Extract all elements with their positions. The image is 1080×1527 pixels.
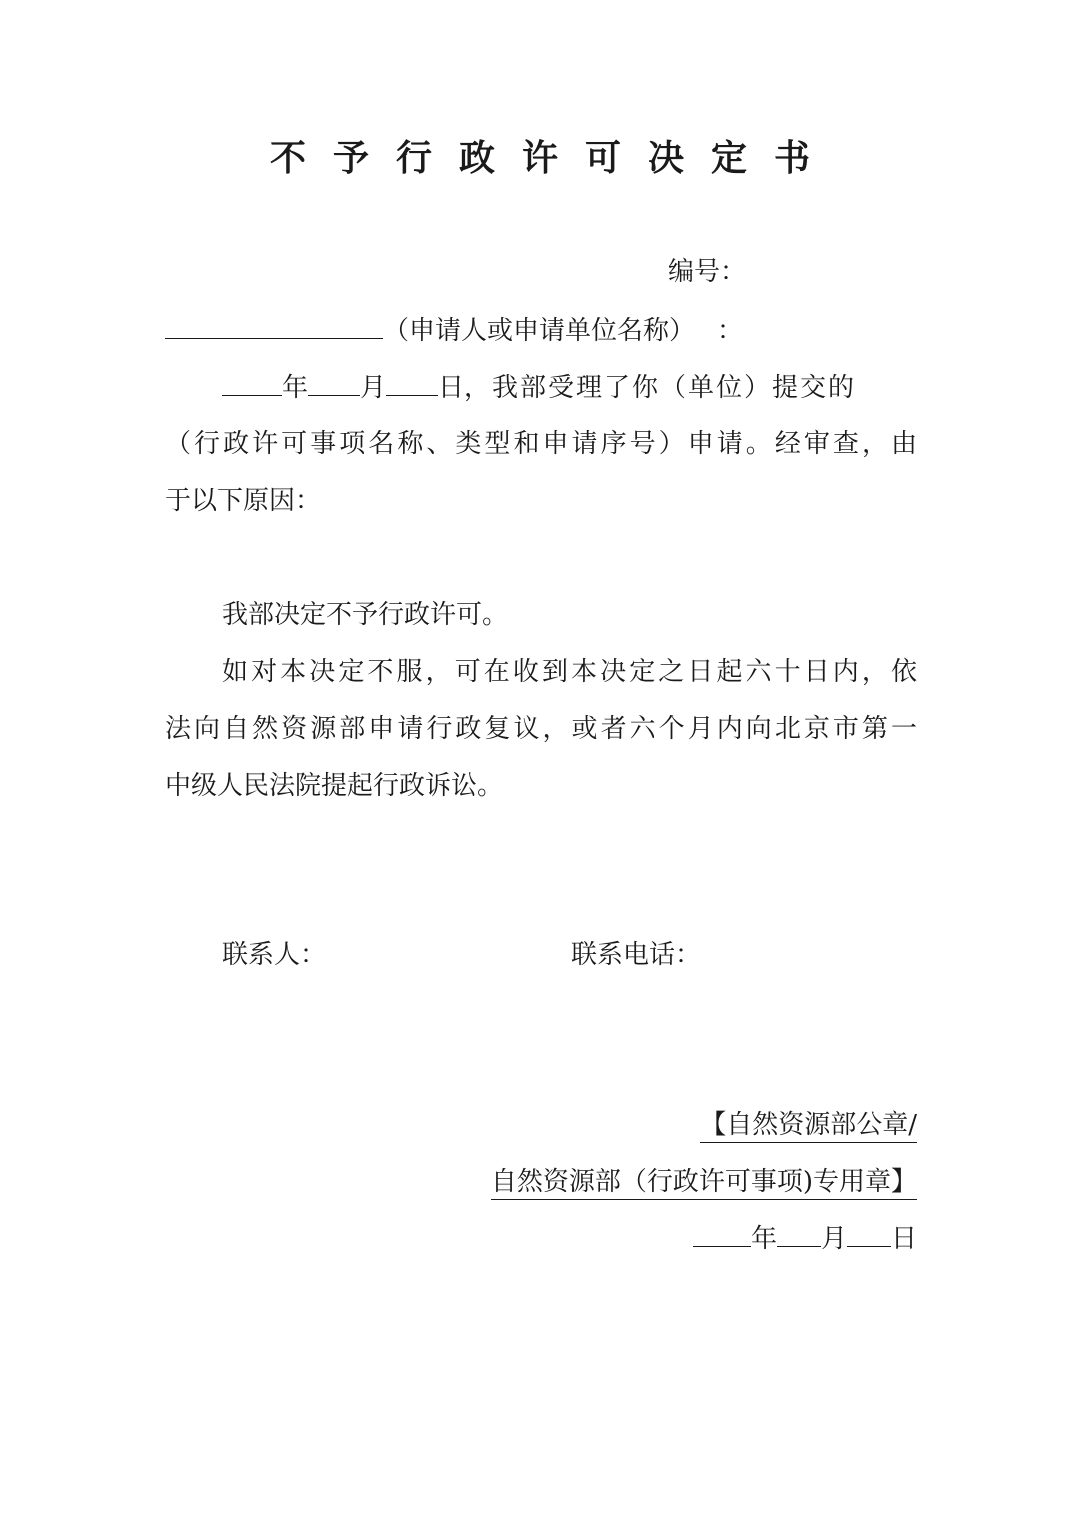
contact-person-label: 联系人：	[222, 940, 327, 970]
seal-line1	[700, 1105, 917, 1145]
para3-line3: 中级人民法院提起行政诉讼。	[165, 771, 504, 801]
signature-date-line	[693, 1218, 917, 1259]
accept-year-label: 年	[282, 373, 309, 403]
decision-text: 我部决定不予行政许可。	[222, 600, 509, 630]
para1-line2: （行政许可事项名称、类型和申请序号）申请。经审查，由	[165, 429, 917, 459]
accept-month-label: 月	[360, 373, 387, 403]
sign-year-blank	[693, 1218, 751, 1247]
accept-month-blank	[308, 367, 360, 396]
para1-line1-text: ，我部受理了你（单位）提交的	[464, 373, 857, 403]
applicant-colon: ：	[717, 316, 744, 346]
accept-day-label: 日	[438, 373, 465, 403]
sign-day-blank	[847, 1218, 891, 1247]
seal-line2	[491, 1162, 917, 1202]
contact-phone-label: 联系电话：	[571, 940, 702, 970]
applicant-name-hint: （申请人或申请单位名称）	[383, 316, 696, 346]
sign-month-blank	[777, 1218, 821, 1247]
sign-day-label: 日	[890, 1224, 917, 1254]
seal-text-line1: 【自然资源部公章/	[700, 1110, 917, 1143]
applicant-name-blank	[165, 310, 383, 339]
accept-day-blank	[386, 367, 438, 396]
para3-line2: 法向自然资源部申请行政复议，或者六个月内向北京市第一	[165, 714, 917, 744]
number-label: 编号：	[668, 257, 747, 287]
sign-year-label: 年	[750, 1224, 777, 1254]
sign-month-label: 月	[820, 1224, 847, 1254]
para1-line3: 于以下原因：	[165, 486, 322, 516]
para3-line1: 如对本决定不服，可在收到本决定之日起六十日内，依	[222, 657, 917, 687]
applicant-line	[165, 310, 743, 351]
para1-line1	[222, 367, 917, 408]
seal-text-line2: 自然资源部（行政许可事项)专用章】	[491, 1167, 917, 1200]
accept-year-blank	[222, 367, 282, 396]
document-title: 不予行政许可决定书	[269, 138, 837, 179]
